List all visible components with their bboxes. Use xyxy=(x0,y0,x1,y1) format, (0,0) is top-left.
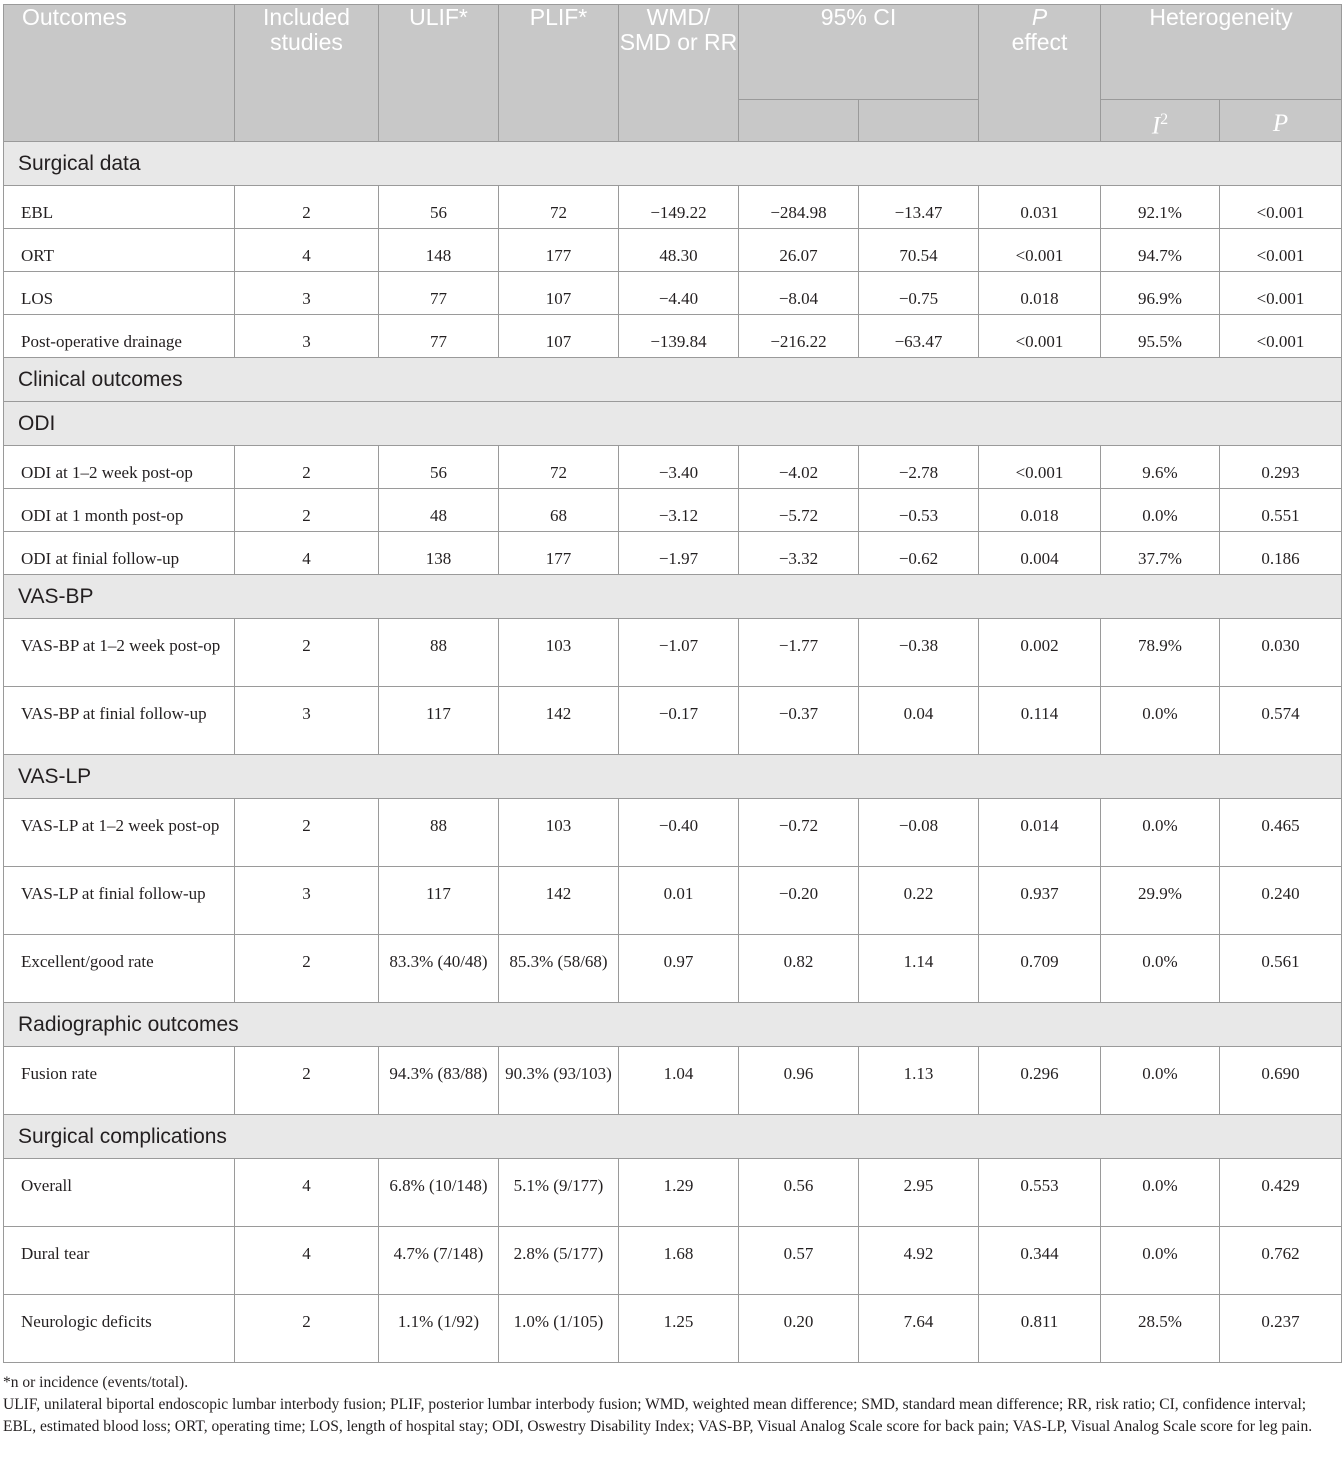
header-ci-lower xyxy=(739,100,859,142)
table-row-drainage xyxy=(4,315,1342,358)
cell-ulif: 56 xyxy=(379,186,499,229)
cell-i-squared: 94.7% xyxy=(1101,229,1220,272)
cell-outcome: ODI at 1–2 week post-op xyxy=(4,446,235,489)
cell-outcome: VAS-LP at finial follow-up xyxy=(4,867,235,935)
cell-plif: 107 xyxy=(499,315,619,358)
cell-ci-lower: −3.32 xyxy=(739,532,859,575)
cell-plif: 68 xyxy=(499,489,619,532)
cell-ci-upper: 4.92 xyxy=(859,1227,979,1295)
cell-p-heterogeneity: 0.240 xyxy=(1220,867,1342,935)
cell-outcome: Excellent/good rate xyxy=(4,935,235,1003)
cell-i-squared: 78.9% xyxy=(1101,619,1220,687)
cell-p-effect: 0.344 xyxy=(979,1227,1101,1295)
cell-effect-size: −139.84 xyxy=(619,315,739,358)
section-clinical-outcomes: Clinical outcomes xyxy=(4,358,1342,402)
cell-plif: 103 xyxy=(499,619,619,687)
table-row-los xyxy=(4,272,1342,315)
cell-i-squared: 0.0% xyxy=(1101,489,1220,532)
cell-i-squared: 0.0% xyxy=(1101,935,1220,1003)
cell-plif: 5.1% (9/177) xyxy=(499,1159,619,1227)
cell-outcome: Overall xyxy=(4,1159,235,1227)
cell-ci-upper: 1.13 xyxy=(859,1047,979,1115)
cell-included-studies: 3 xyxy=(235,687,379,755)
cell-i-squared: 9.6% xyxy=(1101,446,1220,489)
cell-ulif: 117 xyxy=(379,687,499,755)
cell-plif: 85.3% (58/68) xyxy=(499,935,619,1003)
cell-included-studies: 3 xyxy=(235,867,379,935)
cell-i-squared: 0.0% xyxy=(1101,1159,1220,1227)
cell-outcome: VAS-LP at 1–2 week post-op xyxy=(4,799,235,867)
cell-i-squared: 0.0% xyxy=(1101,1047,1220,1115)
cell-plif: 72 xyxy=(499,186,619,229)
cell-ulif: 48 xyxy=(379,489,499,532)
cell-effect-size: 1.29 xyxy=(619,1159,739,1227)
cell-plif: 90.3% (93/103) xyxy=(499,1047,619,1115)
header-p-effect-label: effect xyxy=(1011,29,1068,55)
cell-plif: 103 xyxy=(499,799,619,867)
table-row-vaslp-1-2-week xyxy=(4,799,1342,867)
table-row-vaslp-final xyxy=(4,867,1342,935)
cell-ci-lower: 0.96 xyxy=(739,1047,859,1115)
cell-included-studies: 3 xyxy=(235,272,379,315)
cell-ci-upper: −0.62 xyxy=(859,532,979,575)
cell-effect-size: 48.30 xyxy=(619,229,739,272)
cell-ulif: 148 xyxy=(379,229,499,272)
results-table-container xyxy=(3,4,1341,1363)
cell-p-heterogeneity: <0.001 xyxy=(1220,315,1342,358)
cell-effect-size: 1.04 xyxy=(619,1047,739,1115)
cell-ci-upper: 2.95 xyxy=(859,1159,979,1227)
header-95-ci: 95% CI xyxy=(739,5,979,100)
section-surgical-complications: Surgical complications xyxy=(4,1115,1342,1159)
cell-p-heterogeneity: 0.465 xyxy=(1220,799,1342,867)
cell-ci-upper: 0.04 xyxy=(859,687,979,755)
section-vas-lp: VAS-LP xyxy=(4,755,1342,799)
cell-ulif: 88 xyxy=(379,799,499,867)
cell-ci-lower: −284.98 xyxy=(739,186,859,229)
footnote-abbreviations: ULIF, unilateral biportal endoscopic lumbar interbody fusion; PLIF, posterior lumbar interbody fusion; WMD, weighted mean difference; SMD, standard mean difference; RR, risk ratio; CI, confidence interval; EBL, estimated blood loss; ORT, operating time; LOS, length of hospital stay; ODI, Oswestry Disability Index; VAS-BP, Visual Analog Scale score for back pain; VAS-LP, Visual Analog Scale score for leg pain. xyxy=(3,1396,1313,1435)
cell-p-effect: 0.004 xyxy=(979,532,1101,575)
cell-ci-lower: −1.77 xyxy=(739,619,859,687)
cell-outcome: VAS-BP at 1–2 week post-op xyxy=(4,619,235,687)
cell-p-heterogeneity: 0.030 xyxy=(1220,619,1342,687)
cell-outcome: Post-operative drainage xyxy=(4,315,235,358)
cell-i-squared: 95.5% xyxy=(1101,315,1220,358)
cell-p-heterogeneity: 0.690 xyxy=(1220,1047,1342,1115)
header-effect-size: WMD/ SMD or RR xyxy=(619,5,739,142)
cell-ci-upper: 7.64 xyxy=(859,1295,979,1363)
cell-ulif: 94.3% (83/88) xyxy=(379,1047,499,1115)
table-row-overall xyxy=(4,1159,1342,1227)
cell-included-studies: 4 xyxy=(235,1159,379,1227)
cell-effect-size: −0.17 xyxy=(619,687,739,755)
cell-p-heterogeneity: 0.186 xyxy=(1220,532,1342,575)
header-plif: PLIF* xyxy=(499,5,619,142)
cell-included-studies: 2 xyxy=(235,935,379,1003)
cell-ulif: 138 xyxy=(379,532,499,575)
cell-ulif: 88 xyxy=(379,619,499,687)
cell-ci-upper: −0.38 xyxy=(859,619,979,687)
cell-plif: 72 xyxy=(499,446,619,489)
cell-p-heterogeneity: <0.001 xyxy=(1220,186,1342,229)
table-row-ebl xyxy=(4,186,1342,229)
table-row-vasbp-final xyxy=(4,687,1342,755)
cell-p-effect: 0.114 xyxy=(979,687,1101,755)
cell-p-heterogeneity: 0.293 xyxy=(1220,446,1342,489)
cell-ci-upper: −0.53 xyxy=(859,489,979,532)
cell-included-studies: 2 xyxy=(235,1295,379,1363)
header-ulif: ULIF* xyxy=(379,5,499,142)
header-heterogeneity: Heterogeneity xyxy=(1101,5,1342,100)
cell-p-heterogeneity: 0.237 xyxy=(1220,1295,1342,1363)
cell-effect-size: 1.25 xyxy=(619,1295,739,1363)
cell-ulif: 1.1% (1/92) xyxy=(379,1295,499,1363)
cell-effect-size: −1.07 xyxy=(619,619,739,687)
cell-p-effect: 0.709 xyxy=(979,935,1101,1003)
cell-i-squared: 37.7% xyxy=(1101,532,1220,575)
cell-ci-lower: 0.57 xyxy=(739,1227,859,1295)
cell-plif: 2.8% (5/177) xyxy=(499,1227,619,1295)
cell-i-squared: 28.5% xyxy=(1101,1295,1220,1363)
cell-p-heterogeneity: 0.561 xyxy=(1220,935,1342,1003)
cell-effect-size: 0.97 xyxy=(619,935,739,1003)
cell-i-squared: 0.0% xyxy=(1101,687,1220,755)
footnote-asterisk: *n or incidence (events/total). xyxy=(3,1374,189,1391)
table-row-neurologic-deficits xyxy=(4,1295,1342,1363)
cell-ci-lower: −0.72 xyxy=(739,799,859,867)
cell-effect-size: 1.68 xyxy=(619,1227,739,1295)
cell-p-effect: 0.002 xyxy=(979,619,1101,687)
cell-p-heterogeneity: 0.429 xyxy=(1220,1159,1342,1227)
section-radiographic-outcomes: Radiographic outcomes xyxy=(4,1003,1342,1047)
cell-included-studies: 2 xyxy=(235,1047,379,1115)
cell-plif: 142 xyxy=(499,687,619,755)
cell-ci-upper: 0.22 xyxy=(859,867,979,935)
cell-ci-lower: 26.07 xyxy=(739,229,859,272)
cell-effect-size: −0.40 xyxy=(619,799,739,867)
cell-p-effect: <0.001 xyxy=(979,446,1101,489)
cell-ci-lower: −0.37 xyxy=(739,687,859,755)
table-row-odi-1-2-week xyxy=(4,446,1342,489)
cell-included-studies: 4 xyxy=(235,229,379,272)
cell-outcome: ODI at finial follow-up xyxy=(4,532,235,575)
cell-ci-lower: 0.82 xyxy=(739,935,859,1003)
cell-ulif: 6.8% (10/148) xyxy=(379,1159,499,1227)
cell-ci-upper: −0.75 xyxy=(859,272,979,315)
cell-p-effect: 0.018 xyxy=(979,272,1101,315)
cell-ci-upper: −63.47 xyxy=(859,315,979,358)
header-p-effect xyxy=(979,5,1101,142)
table-row-odi-final xyxy=(4,532,1342,575)
cell-p-effect: 0.296 xyxy=(979,1047,1101,1115)
cell-p-heterogeneity: 0.551 xyxy=(1220,489,1342,532)
section-vas-bp: VAS-BP xyxy=(4,575,1342,619)
cell-plif: 142 xyxy=(499,867,619,935)
cell-p-effect: 0.553 xyxy=(979,1159,1101,1227)
meta-analysis-table xyxy=(3,4,1342,1363)
cell-plif: 107 xyxy=(499,272,619,315)
cell-included-studies: 3 xyxy=(235,315,379,358)
cell-p-effect: <0.001 xyxy=(979,315,1101,358)
table-row-odi-1-month xyxy=(4,489,1342,532)
cell-ci-lower: −5.72 xyxy=(739,489,859,532)
cell-outcome: LOS xyxy=(4,272,235,315)
cell-p-effect: 0.014 xyxy=(979,799,1101,867)
table-row-ort xyxy=(4,229,1342,272)
cell-i-squared: 0.0% xyxy=(1101,1227,1220,1295)
cell-ci-upper: 1.14 xyxy=(859,935,979,1003)
cell-ulif: 83.3% (40/48) xyxy=(379,935,499,1003)
table-row-vasbp-1-2-week xyxy=(4,619,1342,687)
cell-i-squared: 96.9% xyxy=(1101,272,1220,315)
header-p-effect-p: P xyxy=(1031,4,1048,30)
cell-outcome: Dural tear xyxy=(4,1227,235,1295)
header-ci-upper xyxy=(859,100,979,142)
cell-i-squared: 0.0% xyxy=(1101,799,1220,867)
cell-plif: 1.0% (1/105) xyxy=(499,1295,619,1363)
cell-ulif: 77 xyxy=(379,272,499,315)
cell-outcome: ORT xyxy=(4,229,235,272)
cell-plif: 177 xyxy=(499,532,619,575)
cell-p-effect: <0.001 xyxy=(979,229,1101,272)
cell-included-studies: 2 xyxy=(235,186,379,229)
cell-ci-lower: −8.04 xyxy=(739,272,859,315)
cell-p-effect: 0.811 xyxy=(979,1295,1101,1363)
cell-ci-upper: −2.78 xyxy=(859,446,979,489)
table-row-dural-tear xyxy=(4,1227,1342,1295)
cell-included-studies: 4 xyxy=(235,532,379,575)
table-row-fusion-rate xyxy=(4,1047,1342,1115)
cell-p-effect: 0.937 xyxy=(979,867,1101,935)
header-i-letter: I xyxy=(1151,112,1161,140)
cell-ci-lower: 0.20 xyxy=(739,1295,859,1363)
cell-i-squared: 29.9% xyxy=(1101,867,1220,935)
cell-p-heterogeneity: 0.574 xyxy=(1220,687,1342,755)
cell-outcome: VAS-BP at finial follow-up xyxy=(4,687,235,755)
cell-outcome: Neurologic deficits xyxy=(4,1295,235,1363)
cell-outcome: Fusion rate xyxy=(4,1047,235,1115)
cell-ulif: 4.7% (7/148) xyxy=(379,1227,499,1295)
table-header xyxy=(4,5,1342,142)
cell-ci-lower: −4.02 xyxy=(739,446,859,489)
section-odi: ODI xyxy=(4,402,1342,446)
cell-outcome: EBL xyxy=(4,186,235,229)
cell-outcome: ODI at 1 month post-op xyxy=(4,489,235,532)
cell-effect-size: 0.01 xyxy=(619,867,739,935)
section-surgical-data: Surgical data xyxy=(4,142,1342,186)
cell-included-studies: 4 xyxy=(235,1227,379,1295)
cell-included-studies: 2 xyxy=(235,489,379,532)
cell-p-effect: 0.031 xyxy=(979,186,1101,229)
cell-ulif: 56 xyxy=(379,446,499,489)
cell-effect-size: −149.22 xyxy=(619,186,739,229)
table-footnotes xyxy=(3,1372,1341,1438)
cell-p-effect: 0.018 xyxy=(979,489,1101,532)
table-row-excellent-good-rate xyxy=(4,935,1342,1003)
header-outcomes: Outcomes xyxy=(4,5,235,142)
cell-ci-lower: 0.56 xyxy=(739,1159,859,1227)
cell-ci-upper: −13.47 xyxy=(859,186,979,229)
cell-effect-size: −4.40 xyxy=(619,272,739,315)
cell-included-studies: 2 xyxy=(235,799,379,867)
cell-effect-size: −1.97 xyxy=(619,532,739,575)
cell-ci-lower: −216.22 xyxy=(739,315,859,358)
cell-effect-size: −3.12 xyxy=(619,489,739,532)
cell-plif: 177 xyxy=(499,229,619,272)
cell-p-heterogeneity: 0.762 xyxy=(1220,1227,1342,1295)
header-i-squared xyxy=(1101,100,1220,142)
header-i-sup: 2 xyxy=(1160,111,1169,129)
cell-ulif: 77 xyxy=(379,315,499,358)
cell-effect-size: −3.40 xyxy=(619,446,739,489)
cell-p-heterogeneity: <0.001 xyxy=(1220,229,1342,272)
cell-ci-upper: −0.08 xyxy=(859,799,979,867)
cell-i-squared: 92.1% xyxy=(1101,186,1220,229)
header-included-studies: Included studies xyxy=(235,5,379,142)
cell-included-studies: 2 xyxy=(235,446,379,489)
cell-ci-lower: −0.20 xyxy=(739,867,859,935)
header-p-heterogeneity: P xyxy=(1220,100,1342,142)
cell-p-heterogeneity: <0.001 xyxy=(1220,272,1342,315)
cell-ci-upper: 70.54 xyxy=(859,229,979,272)
cell-ulif: 117 xyxy=(379,867,499,935)
cell-included-studies: 2 xyxy=(235,619,379,687)
